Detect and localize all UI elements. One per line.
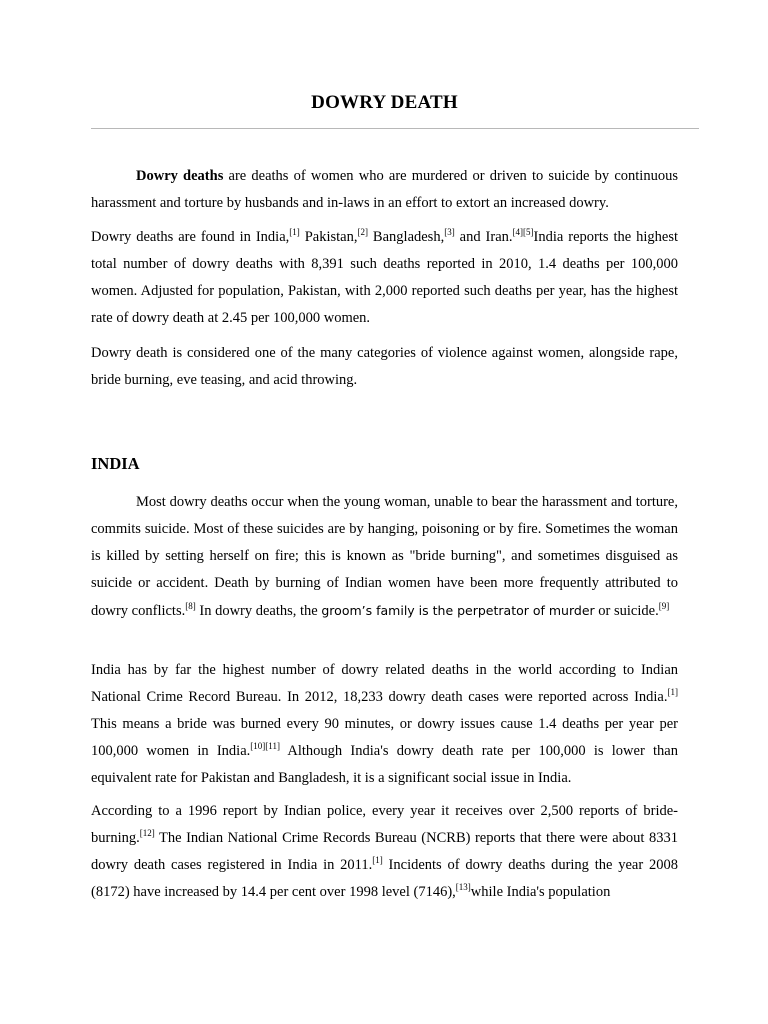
text-span: Pakistan, (299, 229, 358, 245)
section-heading-india: INDIA (91, 454, 140, 473)
citation[interactable]: [9] (658, 601, 670, 611)
text-span: while India's population (470, 884, 611, 900)
intro-bold-lead: Dowry deaths (136, 168, 224, 184)
intro-paragraph (91, 163, 678, 217)
page-title: DOWRY DEATH (311, 92, 458, 113)
citation[interactable]: [1] (667, 687, 678, 697)
citation[interactable]: [1] (372, 855, 383, 865)
text-span: The Indian National Crime Records Bureau (NCRB) reports that there were about 8331 dowry death cases registered in India in 2011. (91, 830, 678, 873)
india-paragraph-2 (91, 657, 678, 792)
text-span: Although India's dowry death rate per 100,000 is lower than equivalent rate for Pakistan and Bangladesh, it is a significant social issue in India. (91, 743, 678, 786)
citation[interactable]: [4][5] (512, 227, 534, 237)
text-span: Bangladesh, (367, 229, 445, 245)
categories-paragraph: Dowry death is considered one of the many categories of violence against women, alongside rape, bride burning, eve teasing, and acid throwing. (91, 345, 678, 388)
text-span: and Iran. (454, 229, 513, 245)
text-span: This means a bride was burned every 90 minutes, or dowry issues cause 1.4 deaths per year per 100,000 women in India. (91, 716, 678, 759)
text-span: Dowry deaths are found in India, (91, 229, 290, 245)
text-span: Incidents of dowry deaths during the year 2008 (8172) have increased by 14.4 per cent over 1998 level (7146), (91, 857, 678, 900)
india-paragraph-3 (91, 798, 678, 906)
text-span: or suicide. (594, 603, 659, 619)
citation[interactable]: [13] (455, 882, 471, 892)
intro-text: are deaths of women who are murdered or driven to suicide by continuous harassment and torture by husbands and in-laws in an effort to extort an increased dowry. (91, 168, 678, 211)
citation[interactable]: [10][11] (250, 741, 280, 751)
text-span: According to a 1996 report by Indian police, every year it receives over 2,500 reports of bride-burning. (91, 803, 678, 846)
citation[interactable]: [8] (185, 601, 196, 611)
citation[interactable]: [3] (444, 227, 455, 237)
text-span-sans: groom’s family is the perpetrator of murder (321, 603, 595, 618)
text-span: India reports the highest total number of dowry deaths with 8,391 such deaths reported in 2010, 1.4 deaths per 100,000 women. Adjusted for population, Pakistan, with 2,000 reported such deaths per year, has the highest rate of dowry death at 2.45 per 100,000 women. (91, 229, 679, 326)
india-paragraph-1 (91, 489, 678, 625)
text-span: India has by far the highest number of dowry related deaths in the world according to Indian National Crime Record Bureau. In 2012, 18,233 dowry death cases were reported across India. (91, 662, 678, 705)
citation[interactable]: [1] (289, 227, 300, 237)
citation[interactable]: [12] (139, 828, 155, 838)
text-span: Most dowry deaths occur when the young woman, unable to bear the harassment and torture, commits suicide. Most of these suicides are by hanging, poisoning or by fire. Sometimes the woman is killed by setting herself on fire; this is known as "bride burning", and sometimes disguised as suicide or accident. Death by burning of Indian women have been more frequently attributed to dowry conflicts. (91, 494, 678, 619)
title-divider (91, 128, 699, 129)
citation[interactable]: [2] (357, 227, 368, 237)
text-span: In dowry deaths, the (195, 603, 322, 619)
countries-paragraph (91, 224, 678, 332)
